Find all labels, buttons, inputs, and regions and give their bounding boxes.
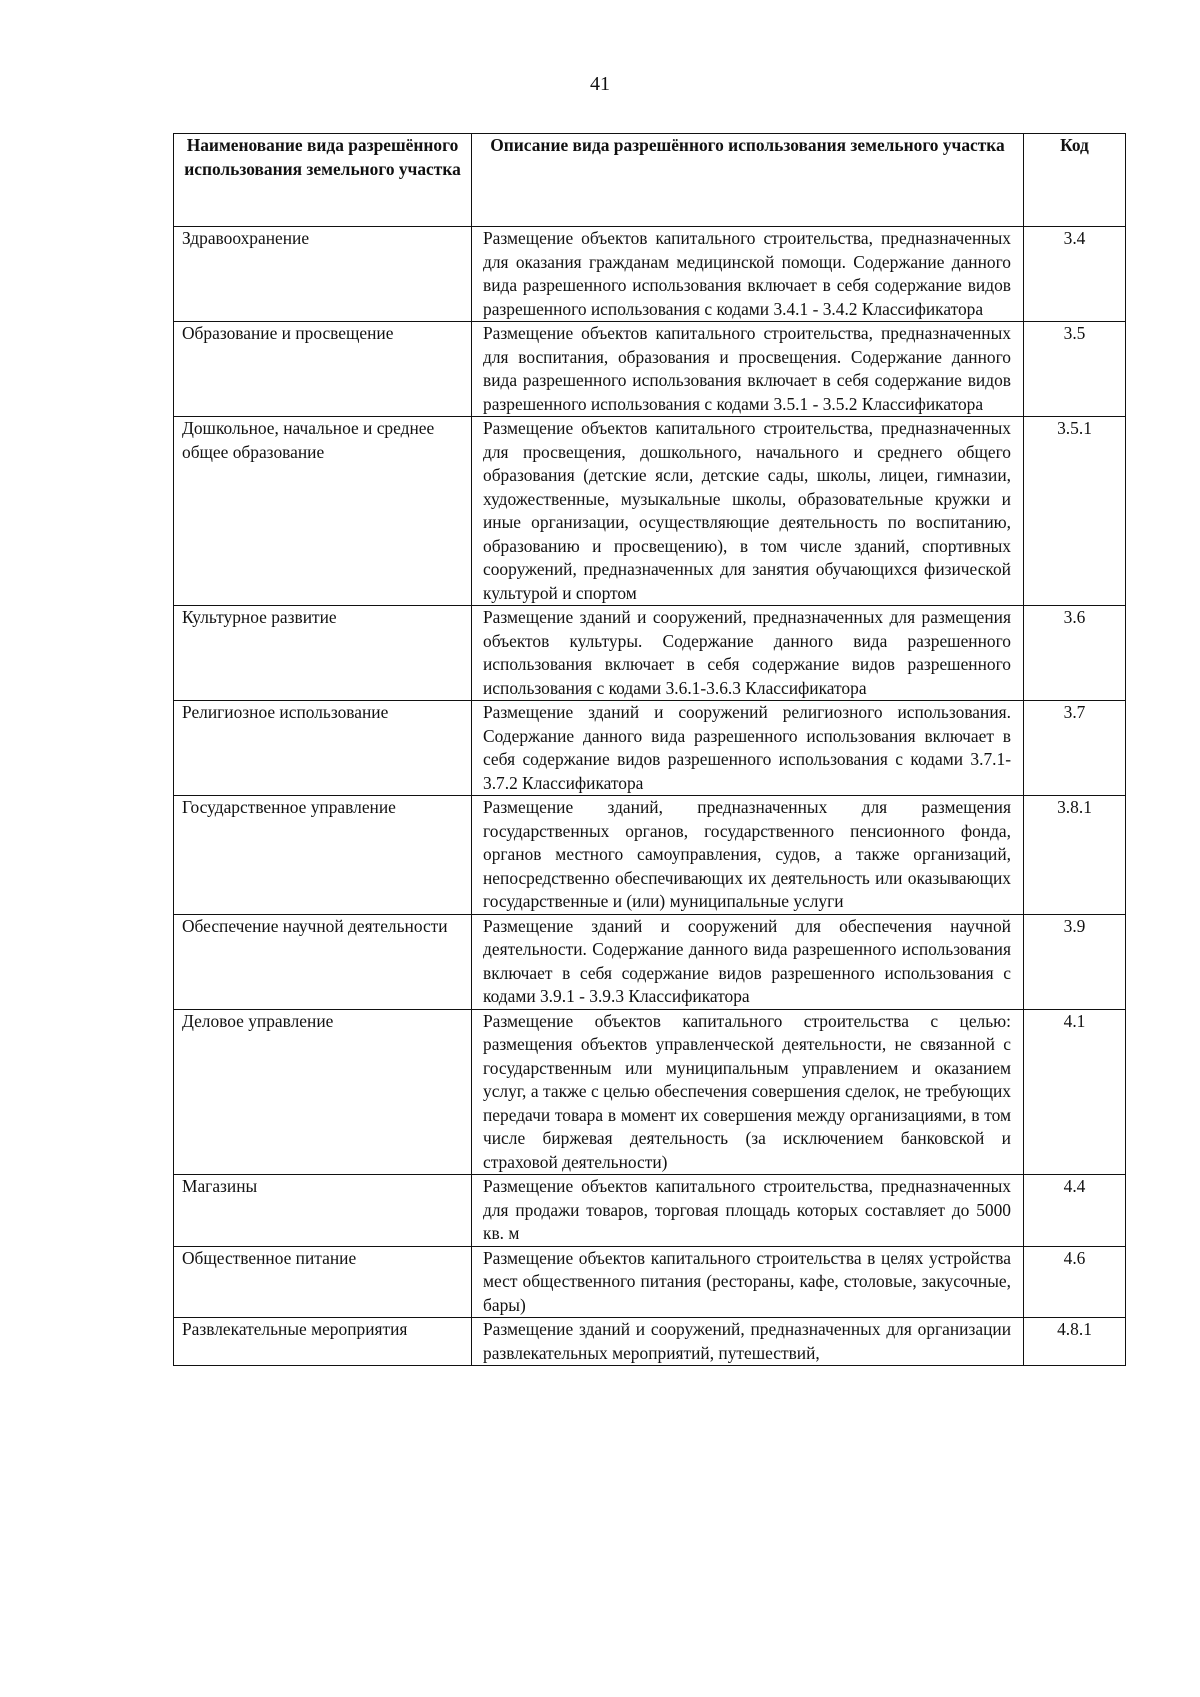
row-description: Размещение зданий и сооружений для обеспечения научной деятельности. Содержание данного вида разрешенного использования включает в себя содержание видов разрешенного использования с кодами 3.9.1 - 3.9.3 Классификатора — [472, 914, 1024, 1009]
table-row — [174, 417, 1126, 606]
header-description: Описание вида разрешённого использования земельного участка — [472, 134, 1024, 227]
row-code: 3.7 — [1024, 701, 1126, 796]
row-name: Дошкольное, начальное и среднее общее образование — [174, 417, 472, 606]
row-description: Размещение зданий, предназначенных для размещения государственных органов, государственного пенсионного фонда, органов местного самоуправления, судов, а также организаций, непосредственно обеспечивающих их деятельность или оказывающих государственные и (или) муниципальные услуги — [472, 796, 1024, 915]
row-code: 3.9 — [1024, 914, 1126, 1009]
row-code: 3.6 — [1024, 606, 1126, 701]
row-description: Размещение объектов капитального строительства с целью: размещения объектов управленческой деятельности, не связанной с государственным или муниципальным управлением и оказанием услуг, а также с целью обеспечения совершения сделок, не требующих передачи товара в момент их совершения между организациями, в том числе биржевая деятельность (за исключением банковской и страховой деятельности) — [472, 1009, 1024, 1175]
row-code: 3.4 — [1024, 227, 1126, 322]
row-description: Размещение объектов капитального строительства, предназначенных для воспитания, образования и просвещения. Содержание данного вида разрешенного использования включает в себя содержание видов разрешенного использования с кодами 3.5.1 - 3.5.2 Классификатора — [472, 322, 1024, 417]
row-description: Размещение зданий и сооружений, предназначенных для размещения объектов культуры. Содержание данного вида разрешенного использования включает в себя содержание видов разрешенного использования с кодами 3.6.1-3.6.3 Классификатора — [472, 606, 1024, 701]
table-row — [174, 322, 1126, 417]
table-row — [174, 1246, 1126, 1318]
row-name: Образование и просвещение — [174, 322, 472, 417]
header-name: Наименование вида разрешённого использования земельного участка — [174, 134, 472, 227]
row-code: 4.8.1 — [1024, 1318, 1126, 1366]
row-description: Размещение объектов капитального строительства, предназначенных для оказания гражданам медицинской помощи. Содержание данного вида разрешенного использования включает в себя содержание видов разрешенного использования с кодами 3.4.1 - 3.4.2 Классификатора — [472, 227, 1024, 322]
row-name: Деловое управление — [174, 1009, 472, 1175]
table-row — [174, 606, 1126, 701]
table-row — [174, 701, 1126, 796]
table-row — [174, 796, 1126, 915]
table-row — [174, 1009, 1126, 1175]
table-row — [174, 1318, 1126, 1366]
row-code: 4.6 — [1024, 1246, 1126, 1318]
row-name: Обеспечение научной деятельности — [174, 914, 472, 1009]
row-code: 4.4 — [1024, 1175, 1126, 1247]
row-description: Размещение объектов капитального строительства в целях устройства мест общественного питания (рестораны, кафе, столовые, закусочные, бары) — [472, 1246, 1024, 1318]
row-description: Размещение зданий и сооружений, предназначенных для организации развлекательных мероприятий, путешествий, — [472, 1318, 1024, 1366]
row-description: Размещение объектов капитального строительства, предназначенных для просвещения, дошкольного, начального и среднего общего образования (детские ясли, детские сады, школы, лицеи, гимназии, художественные, музыкальные школы, образовательные кружки и иные организации, осуществляющие деятельность по воспитанию, образованию и просвещению), в том числе зданий, спортивных сооружений, предназначенных для занятия обучающихся физической культурой и спортом — [472, 417, 1024, 606]
land-use-table — [173, 133, 1126, 1366]
table-row — [174, 1175, 1126, 1247]
row-name: Развлекательные мероприятия — [174, 1318, 472, 1366]
row-name: Культурное развитие — [174, 606, 472, 701]
row-code: 3.8.1 — [1024, 796, 1126, 915]
row-name: Здравоохранение — [174, 227, 472, 322]
table-header-row — [174, 134, 1126, 227]
row-description: Размещение объектов капитального строительства, предназначенных для продажи товаров, торговая площадь которых составляет до 5000 кв. м — [472, 1175, 1024, 1247]
table-row — [174, 914, 1126, 1009]
row-description: Размещение зданий и сооружений религиозного использования. Содержание данного вида разрешенного использования включает в себя содержание видов разрешенного использования с кодами 3.7.1-3.7.2 Классификатора — [472, 701, 1024, 796]
table-row — [174, 227, 1126, 322]
page-number: 41 — [590, 73, 610, 95]
row-name: Магазины — [174, 1175, 472, 1247]
header-code: Код — [1024, 134, 1126, 227]
row-code: 4.1 — [1024, 1009, 1126, 1175]
row-name: Государственное управление — [174, 796, 472, 915]
row-code: 3.5 — [1024, 322, 1126, 417]
row-name: Религиозное использование — [174, 701, 472, 796]
row-name: Общественное питание — [174, 1246, 472, 1318]
row-code: 3.5.1 — [1024, 417, 1126, 606]
